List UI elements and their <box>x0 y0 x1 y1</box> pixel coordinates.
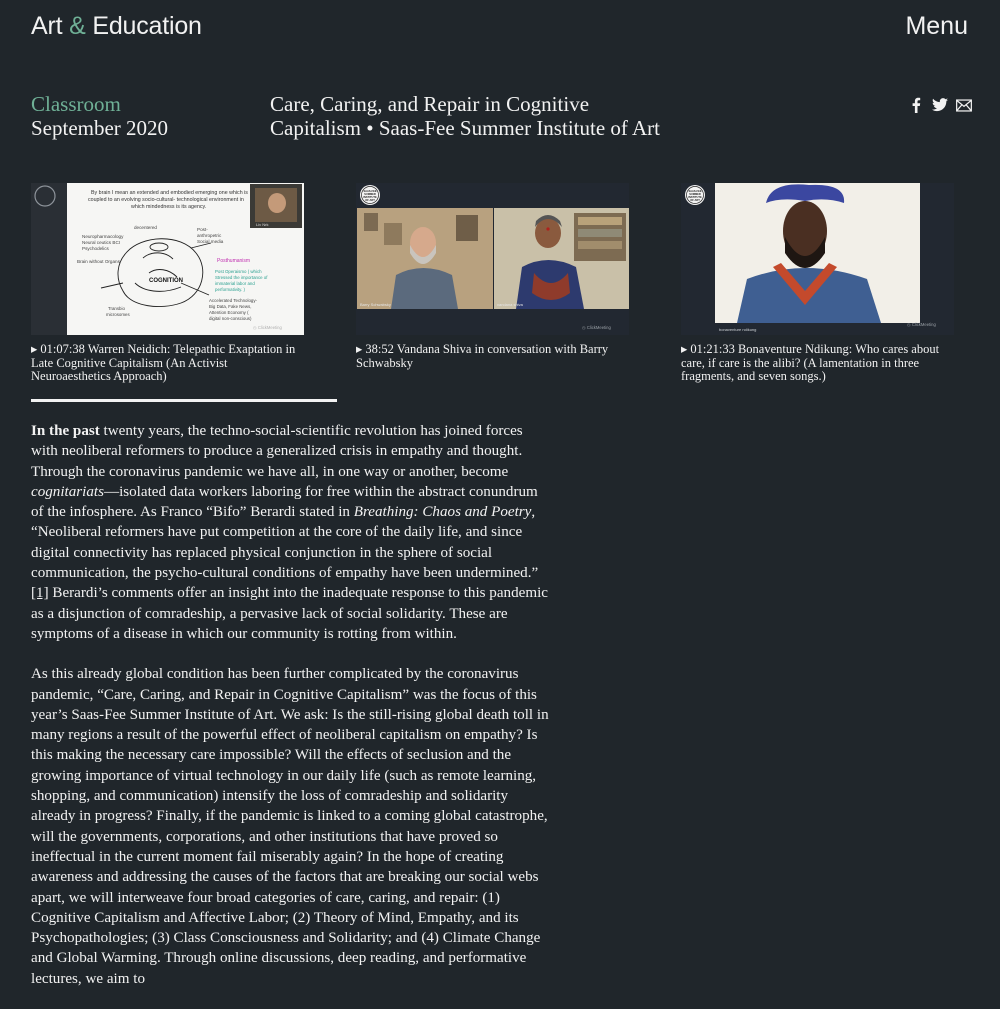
svg-text:bonaventure ndikung: bonaventure ndikung <box>719 327 757 332</box>
slide-line-2: coupled to an evolving socio-cultural- technological environment in <box>88 197 244 203</box>
slide-line-1: By brain I mean an extended and embodied emerging one which is <box>91 190 248 196</box>
video-thumbnail-2[interactable] <box>356 183 629 335</box>
video-card-3[interactable] <box>681 183 954 384</box>
svg-text:Neural ceutics BCI: Neural ceutics BCI <box>82 240 121 245</box>
slide-line-3: which mindedness is its agency. <box>131 204 207 210</box>
svg-text:OF ART: OF ART <box>365 199 375 202</box>
svg-text:microsomes: microsomes <box>106 312 130 317</box>
video-caption-3[interactable]: ▸ 01:21:33 Bonaventure Ndikung: Who cares about care, if care is the alibi? (A lamentation in three fragments, and seven songs.) <box>681 342 940 384</box>
svg-text:◷ ClickMeeting: ◷ ClickMeeting <box>253 325 282 330</box>
video-caption-2[interactable]: ▸ 38:52 Vandana Shiva in conversation with Barry Schwabsky <box>356 342 609 370</box>
svg-text:Post Operaismo ( which: Post Operaismo ( which <box>215 269 262 274</box>
svg-text:◷ ClickMeeting: ◷ ClickMeeting <box>907 322 936 327</box>
svg-text:◷ ClickMeeting: ◷ ClickMeeting <box>582 325 611 330</box>
svg-text:Big Data, Fake News,: Big Data, Fake News, <box>209 304 252 309</box>
share-bar <box>908 97 972 113</box>
twitter-icon[interactable] <box>932 97 948 113</box>
svg-text:SUMMER: SUMMER <box>689 193 701 196</box>
logo-ampersand: & <box>69 12 86 40</box>
email-icon[interactable] <box>956 97 972 113</box>
svg-text:Social media: Social media <box>197 239 224 244</box>
svg-text:Transbio: Transbio <box>108 306 125 311</box>
svg-text:Attention Economy (: Attention Economy ( <box>209 310 249 315</box>
svg-text:anthropetric: anthropetric <box>197 233 222 238</box>
video-card-1[interactable] <box>31 183 304 384</box>
video-thumbnail-1[interactable] <box>31 183 304 335</box>
svg-text:Stressed the importance of: Stressed the importance of <box>215 275 268 280</box>
menu-button[interactable]: Menu <box>905 12 968 40</box>
logo-art: Art <box>31 12 63 40</box>
article-paragraph-2: As this already global condition has been further complicated by the coronavirus pandemic, “Care, Caring, and Repair in Cognitive Capitalism” was the focus of this year’s Saas-Fee Summer Institute of Art. We ask: Is the still-rising global death toll in many regions a result of the powerful effect of neoliberal capitalism on empathy? Is this making the necessary care impossible? Will the effects of seclusion and the growing importance of virtual technology in our daily life (such as remote learning, shopping, and communication) intensify the loss of comradeship and solidarity already in progress? Finally, if the pandemic is linked to a coming global catastrophe, will the governments, corporations, and other institutions that have proved so ineffectual in the current moment fail miserably again? In the hope of creating awareness and addressing the causes of the factors that are breaking our social webs apart, we will interweave four broad categories of care, caring, and repair: (1) Cognitive Capitalism and Affective Labor; (2) Theory of Mind, Empathy, and its Psychopathologies; (3) Class Consciousness and Solidarity; and (4) Climate Change and Global Warming. Through online discussions, deep reading, and performative lectures, we aim to <box>31 666 549 987</box>
svg-text:COGNITION: COGNITION <box>149 278 183 284</box>
svg-text:SAAS-FEE: SAAS-FEE <box>363 190 377 193</box>
section-name-link[interactable]: Classroom <box>31 92 121 116</box>
article-body <box>31 421 551 1009</box>
facebook-icon[interactable] <box>908 97 924 113</box>
svg-text:SAAS-FEE: SAAS-FEE <box>688 190 702 193</box>
section-info <box>31 92 168 140</box>
svg-text:INSTITUTE: INSTITUTE <box>363 196 377 199</box>
section-divider <box>31 399 337 402</box>
logo-education: Education <box>92 12 202 40</box>
svg-text:digital non-conscious): digital non-conscious) <box>209 316 252 321</box>
svg-text:Posthumanism: Posthumanism <box>217 258 251 264</box>
footnote-link-1[interactable]: [1] <box>31 585 49 602</box>
article-paragraph-1: In the past twenty years, the techno-social-scientific revolution has joined forces with neoliberal reformers to produce a generalized crisis in empathy and thought. Through the coronavirus pandemic we have all, in one way or another, become cognitariats—isolated data workers laboring for free within the abstract conundrum of the infosphere. As Franco “Bifo” Berardi stated in Breathing: Chaos and Poetry, “Neoliberal reformers have put competition at the core of the daily life, and since digital connectivity has replaced physical conjunction in the sphere of social communication, the psycho-cultural conditions of empathy have been undermined.” [1] Berardi’s comments offer an insight into the inadequate response to this pandemic as a disjunction of comradeship, a pervasive lack of social solidarity. These are symptoms of a disease in which our community is rotting from within. <box>31 423 548 642</box>
video-thumbnail-3[interactable] <box>681 183 954 335</box>
svg-text:OF ART: OF ART <box>690 199 700 202</box>
svg-text:decentered: decentered <box>134 225 157 230</box>
svg-text:INSTITUTE: INSTITUTE <box>688 196 702 199</box>
svg-text:Barry Schwabsky: Barry Schwabsky <box>360 302 391 307</box>
svg-text:Post-: Post- <box>197 227 208 232</box>
video-card-2[interactable] <box>356 183 629 370</box>
svg-text:Liv Nrk: Liv Nrk <box>256 222 269 227</box>
svg-text:immaterial labor and: immaterial labor and <box>215 281 255 286</box>
video-caption-1[interactable]: ▸ 01:07:38 Warren Neidich: Telepathic Exaptation in Late Cognitive Capitalism (An Activist Neuroaesthetics Approach) <box>31 342 296 384</box>
site-logo[interactable] <box>31 12 202 41</box>
svg-text:Neuropharmacology: Neuropharmacology <box>82 234 124 239</box>
svg-text:Accelerated Technology-: Accelerated Technology- <box>209 298 257 303</box>
svg-text:Psychodelics: Psychodelics <box>82 246 109 251</box>
svg-text:performativity. ): performativity. ) <box>215 287 245 292</box>
page-title: Care, Caring, and Repair in Cognitive Capitalism • Saas-Fee Summer Institute of Art <box>270 92 660 140</box>
svg-text:Brain without Organs: Brain without Organs <box>77 259 120 264</box>
svg-text:SUMMER: SUMMER <box>364 193 376 196</box>
section-date: September 2020 <box>31 116 169 140</box>
lead-in: In the past <box>31 423 100 439</box>
svg-text:vandana shiva: vandana shiva <box>497 302 523 307</box>
book-title: Breathing: Chaos and Poetry <box>353 504 532 521</box>
